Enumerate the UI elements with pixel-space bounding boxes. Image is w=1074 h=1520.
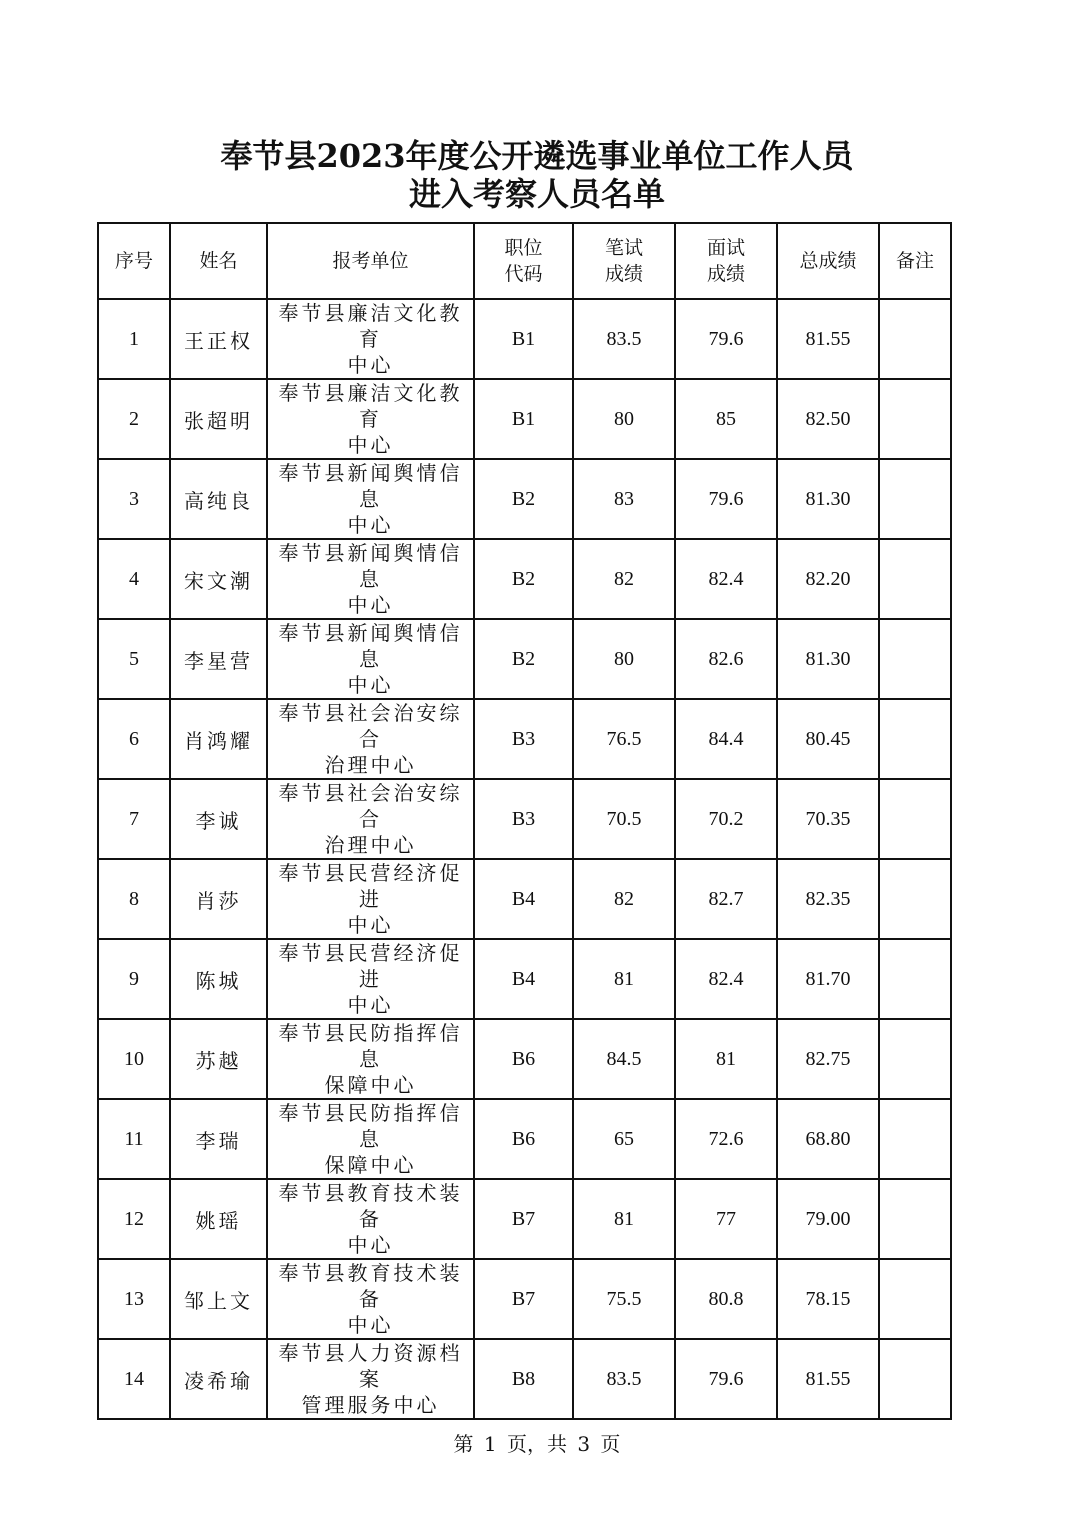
table-row: [98, 299, 951, 379]
cell-unit: [267, 1019, 474, 1099]
candidate-table: [97, 222, 952, 1420]
header-remarks-line: 备注: [895, 250, 934, 272]
cell-total-score: 81.55: [777, 1339, 879, 1419]
cell-index: 13: [98, 1259, 170, 1339]
header-position-code-line: 职位: [504, 237, 543, 259]
header-unit-line: 报考单位: [332, 250, 409, 272]
cell-position-code: B4: [474, 939, 573, 1019]
cell-interview-score: 82.4: [675, 939, 777, 1019]
cell-index: 5: [98, 619, 170, 699]
cell-position-code: B7: [474, 1259, 573, 1339]
header-written-score-line: 成绩: [604, 263, 643, 285]
cell-index: 14: [98, 1339, 170, 1419]
cell-position-code: B8: [474, 1339, 573, 1419]
table-row: [98, 1099, 951, 1179]
cell-written-score: 65: [573, 1099, 675, 1179]
cell-written-score: 82: [573, 859, 675, 939]
cell-unit-line: 奉节县教育技术装备: [278, 1181, 463, 1231]
cell-unit-line: 中心: [347, 433, 394, 457]
cell-unit-line: 奉节县廉洁文化教育: [278, 301, 463, 351]
cell-interview-score: 79.6: [675, 459, 777, 539]
cell-unit: [267, 379, 474, 459]
cell-name: 张超明: [170, 379, 267, 459]
cell-unit-line: 中心: [347, 593, 394, 617]
table-row: [98, 859, 951, 939]
cell-unit: [267, 939, 474, 1019]
cell-name: 李星营: [170, 619, 267, 699]
table-row: [98, 1339, 951, 1419]
header-interview-score: [675, 223, 777, 299]
header-written-score-line: 笔试: [604, 237, 643, 259]
header-written-score: [573, 223, 675, 299]
cell-unit-line: 奉节县新闻舆情信息: [278, 541, 463, 591]
cell-remarks: [879, 699, 951, 779]
cell-interview-score: 84.4: [675, 699, 777, 779]
cell-interview-score: 80.8: [675, 1259, 777, 1339]
cell-remarks: [879, 1099, 951, 1179]
cell-unit-line: 中心: [347, 513, 394, 537]
cell-index: 12: [98, 1179, 170, 1259]
cell-written-score: 80: [573, 619, 675, 699]
cell-unit-line: 奉节县人力资源档案: [278, 1341, 463, 1391]
cell-unit-line: 管理服务中心: [301, 1393, 440, 1417]
header-position-code-line: 代码: [504, 263, 543, 285]
cell-position-code: B4: [474, 859, 573, 939]
table-header-row: [98, 223, 951, 299]
cell-index: 7: [98, 779, 170, 859]
cell-unit-line: 奉节县民营经济促进: [278, 861, 463, 911]
cell-name: 邹上文: [170, 1259, 267, 1339]
header-index: [98, 223, 170, 299]
header-name-line: 姓名: [199, 250, 238, 272]
cell-unit: [267, 299, 474, 379]
cell-interview-score: 81: [675, 1019, 777, 1099]
cell-written-score: 81: [573, 939, 675, 1019]
cell-written-score: 82: [573, 539, 675, 619]
header-interview-score-line: 面试: [706, 237, 745, 259]
cell-unit-line: 奉节县民防指挥信息: [278, 1021, 463, 1071]
cell-unit-line: 奉节县新闻舆情信息: [278, 461, 463, 511]
cell-index: 10: [98, 1019, 170, 1099]
table-row: [98, 379, 951, 459]
cell-name: 凌希瑜: [170, 1339, 267, 1419]
cell-unit-line: 奉节县民营经济促进: [278, 941, 463, 991]
cell-unit-line: 治理中心: [324, 753, 417, 777]
cell-remarks: [879, 859, 951, 939]
cell-interview-score: 82.6: [675, 619, 777, 699]
cell-name: 宋文潮: [170, 539, 267, 619]
cell-written-score: 76.5: [573, 699, 675, 779]
table-row: [98, 539, 951, 619]
cell-index: 11: [98, 1099, 170, 1179]
table-row: [98, 619, 951, 699]
cell-position-code: B7: [474, 1179, 573, 1259]
cell-interview-score: 70.2: [675, 779, 777, 859]
cell-remarks: [879, 1259, 951, 1339]
cell-total-score: 82.20: [777, 539, 879, 619]
cell-name: 肖莎: [170, 859, 267, 939]
cell-total-score: 82.35: [777, 859, 879, 939]
cell-total-score: 82.75: [777, 1019, 879, 1099]
cell-written-score: 75.5: [573, 1259, 675, 1339]
cell-remarks: [879, 539, 951, 619]
cell-index: 4: [98, 539, 170, 619]
cell-position-code: B6: [474, 1099, 573, 1179]
cell-unit: [267, 779, 474, 859]
cell-unit: [267, 859, 474, 939]
cell-remarks: [879, 1019, 951, 1099]
cell-interview-score: 82.7: [675, 859, 777, 939]
cell-index: 9: [98, 939, 170, 1019]
cell-unit-line: 中心: [347, 673, 394, 697]
cell-total-score: 81.30: [777, 459, 879, 539]
cell-unit-line: 奉节县社会治安综合: [278, 701, 463, 751]
cell-total-score: 79.00: [777, 1179, 879, 1259]
cell-interview-score: 77: [675, 1179, 777, 1259]
cell-name: 李诚: [170, 779, 267, 859]
cell-unit-line: 奉节县廉洁文化教育: [278, 381, 463, 431]
cell-unit-line: 保障中心: [324, 1073, 417, 1097]
cell-written-score: 83.5: [573, 1339, 675, 1419]
cell-position-code: B1: [474, 379, 573, 459]
document-subtitle: 进入考察人员名单: [408, 175, 665, 213]
cell-remarks: [879, 939, 951, 1019]
table-row: [98, 779, 951, 859]
cell-written-score: 81: [573, 1179, 675, 1259]
header-total-score: [777, 223, 879, 299]
cell-index: 2: [98, 379, 170, 459]
cell-unit-line: 奉节县民防指挥信息: [278, 1101, 463, 1151]
cell-unit: [267, 459, 474, 539]
cell-unit-line: 奉节县社会治安综合: [278, 781, 463, 831]
cell-interview-score: 82.4: [675, 539, 777, 619]
cell-total-score: 81.30: [777, 619, 879, 699]
header-index-line: 序号: [114, 250, 153, 272]
cell-unit: [267, 1099, 474, 1179]
cell-position-code: B3: [474, 699, 573, 779]
cell-unit-line: 中心: [347, 913, 394, 937]
cell-unit: [267, 1339, 474, 1419]
cell-unit-line: 中心: [347, 993, 394, 1017]
header-total-score-line: 总成绩: [799, 250, 857, 272]
cell-position-code: B2: [474, 539, 573, 619]
cell-total-score: 80.45: [777, 699, 879, 779]
cell-remarks: [879, 779, 951, 859]
cell-name: 苏越: [170, 1019, 267, 1099]
cell-remarks: [879, 299, 951, 379]
cell-remarks: [879, 1179, 951, 1259]
cell-interview-score: 72.6: [675, 1099, 777, 1179]
cell-interview-score: 79.6: [675, 1339, 777, 1419]
cell-written-score: 80: [573, 379, 675, 459]
cell-unit-line: 奉节县新闻舆情信息: [278, 621, 463, 671]
cell-total-score: 68.80: [777, 1099, 879, 1179]
table-row: [98, 1019, 951, 1099]
cell-name: 姚瑶: [170, 1179, 267, 1259]
cell-unit: [267, 1259, 474, 1339]
cell-position-code: B6: [474, 1019, 573, 1099]
table-row: [98, 1259, 951, 1339]
cell-interview-score: 85: [675, 379, 777, 459]
cell-position-code: B3: [474, 779, 573, 859]
header-name: [170, 223, 267, 299]
cell-name: 王正权: [170, 299, 267, 379]
cell-total-score: 78.15: [777, 1259, 879, 1339]
cell-index: 3: [98, 459, 170, 539]
table-row: [98, 1179, 951, 1259]
cell-remarks: [879, 1339, 951, 1419]
cell-name: 李瑞: [170, 1099, 267, 1179]
cell-total-score: 81.55: [777, 299, 879, 379]
cell-position-code: B2: [474, 459, 573, 539]
cell-unit-line: 中心: [347, 1233, 394, 1257]
cell-name: 陈城: [170, 939, 267, 1019]
cell-unit-line: 保障中心: [324, 1153, 417, 1177]
cell-unit: [267, 1179, 474, 1259]
cell-position-code: B2: [474, 619, 573, 699]
document-title: 奉节县2023年度公开遴选事业单位工作人员: [220, 137, 854, 175]
table-row: [98, 939, 951, 1019]
header-unit: [267, 223, 474, 299]
cell-index: 1: [98, 299, 170, 379]
cell-unit-line: 奉节县教育技术装备: [278, 1261, 463, 1311]
cell-index: 6: [98, 699, 170, 779]
cell-name: 高纯良: [170, 459, 267, 539]
cell-total-score: 82.50: [777, 379, 879, 459]
cell-remarks: [879, 619, 951, 699]
cell-unit: [267, 699, 474, 779]
cell-written-score: 70.5: [573, 779, 675, 859]
header-interview-score-line: 成绩: [706, 263, 745, 285]
cell-remarks: [879, 379, 951, 459]
cell-remarks: [879, 459, 951, 539]
cell-unit-line: 中心: [347, 1313, 394, 1337]
table-row: [98, 459, 951, 539]
cell-total-score: 81.70: [777, 939, 879, 1019]
table-body: [98, 299, 951, 1419]
cell-unit: [267, 539, 474, 619]
cell-name: 肖鸿耀: [170, 699, 267, 779]
cell-written-score: 83.5: [573, 299, 675, 379]
cell-written-score: 83: [573, 459, 675, 539]
cell-unit-line: 治理中心: [324, 833, 417, 857]
table-row: [98, 699, 951, 779]
header-remarks: [879, 223, 951, 299]
cell-total-score: 70.35: [777, 779, 879, 859]
cell-interview-score: 79.6: [675, 299, 777, 379]
cell-unit: [267, 619, 474, 699]
cell-position-code: B1: [474, 299, 573, 379]
cell-written-score: 84.5: [573, 1019, 675, 1099]
header-position-code: [474, 223, 573, 299]
cell-index: 8: [98, 859, 170, 939]
cell-unit-line: 中心: [347, 353, 394, 377]
page-indicator: 第 1 页，共 3 页: [453, 1432, 621, 1456]
